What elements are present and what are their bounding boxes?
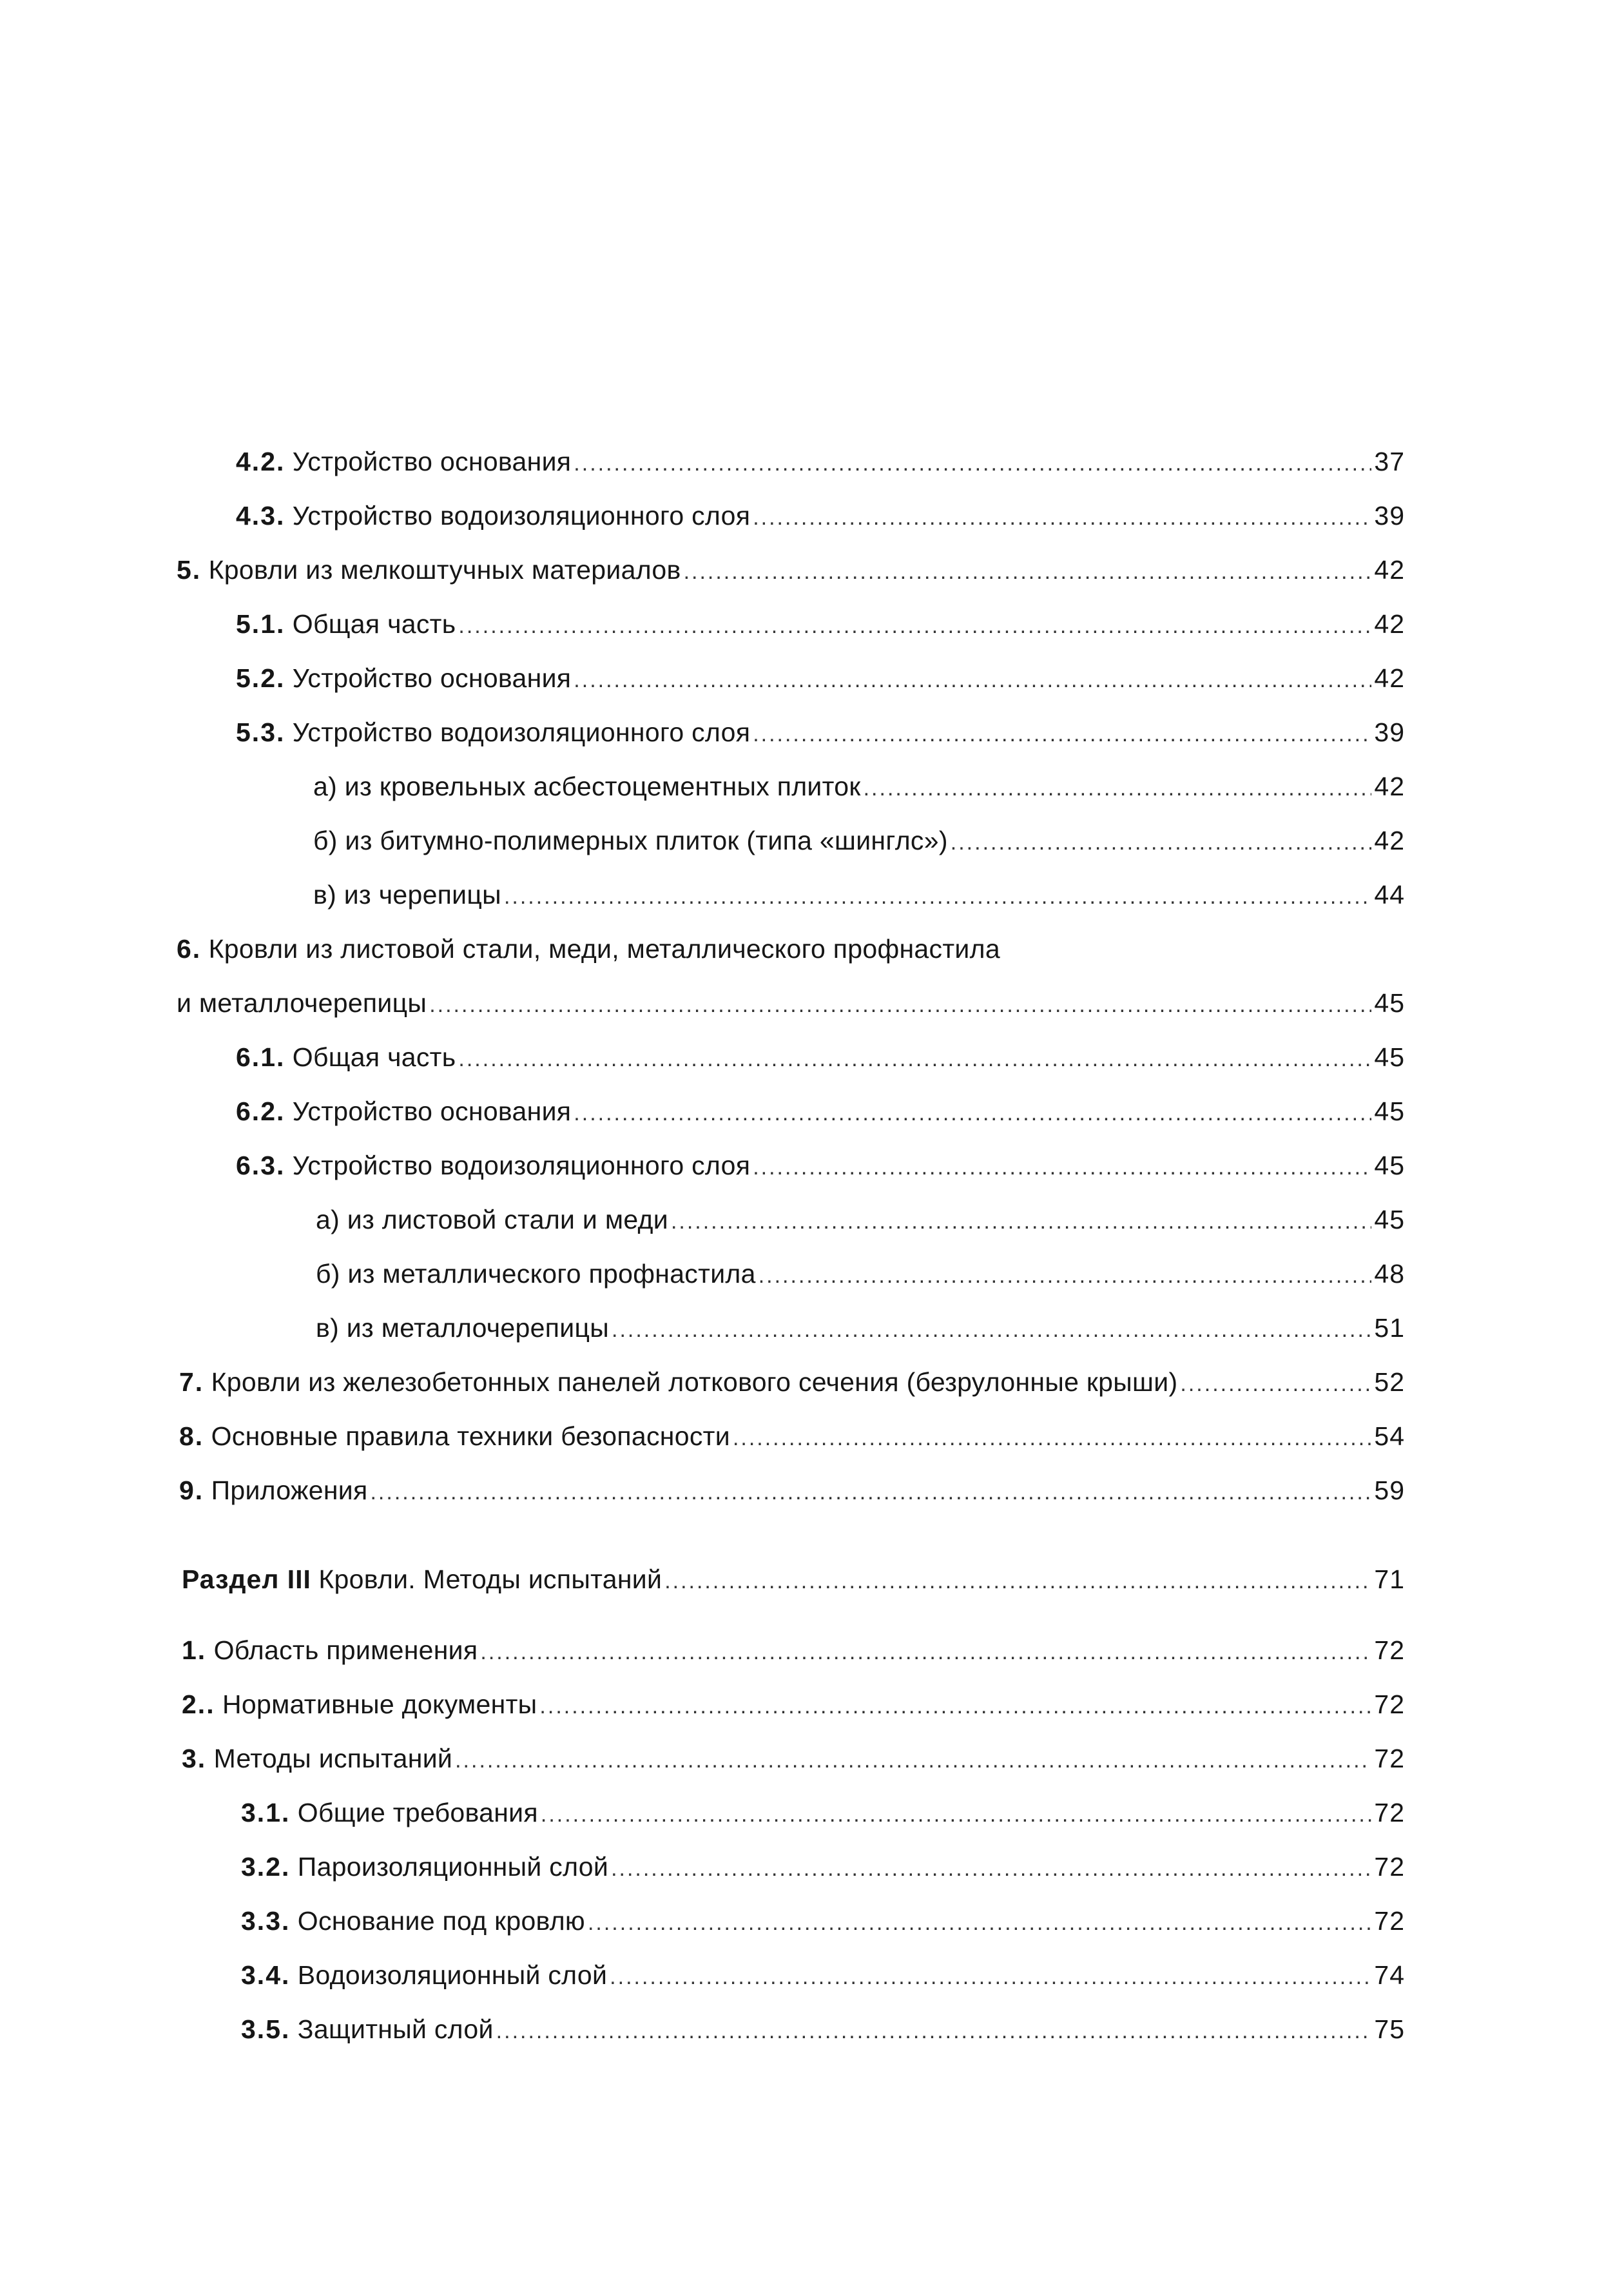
entry-title: б) из металлического профнастила	[316, 1259, 756, 1289]
toc-entry-6-3	[236, 1146, 1405, 1185]
entry-page: 59	[1374, 1475, 1405, 1505]
entry-title: Кровли из листовой стали, меди, металлического профнастила	[208, 934, 1000, 964]
entry-page: 45	[1374, 1096, 1405, 1126]
toc-entry-5-3-b	[313, 821, 1405, 860]
toc-entry-6-3-b	[316, 1254, 1405, 1293]
entry-page: 72	[1374, 1635, 1405, 1665]
dot-leader	[753, 715, 1371, 754]
entry-title: Общая часть	[292, 1042, 456, 1072]
entry-number: 7.	[179, 1367, 204, 1397]
entry-title: Устройство водоизоляционного слоя	[292, 1151, 751, 1180]
toc-entry-s3-2	[182, 1685, 1405, 1724]
entry-number: 3.1.	[241, 1798, 291, 1827]
toc-entry-5-3	[236, 713, 1405, 752]
entry-page: 42	[1374, 772, 1405, 801]
entry-page: 72	[1374, 1689, 1405, 1719]
entry-page: 75	[1374, 2014, 1405, 2044]
entry-number: 3.3.	[241, 1906, 291, 1936]
entry-number: 4.3.	[236, 501, 285, 531]
entry-title: Область применения	[213, 1635, 478, 1665]
entry-page: 52	[1374, 1367, 1405, 1397]
dot-leader	[864, 769, 1372, 808]
dot-leader	[458, 1040, 1371, 1078]
entry-title: Общая часть	[292, 609, 456, 639]
entry-number: 6.3.	[236, 1151, 285, 1180]
toc-entry-7	[179, 1363, 1405, 1401]
entry-page: 42	[1374, 826, 1405, 855]
toc-section-3	[182, 1560, 1405, 1599]
entry-number: 6.	[177, 934, 202, 964]
dot-leader	[504, 877, 1371, 916]
toc-entry-9	[179, 1471, 1405, 1510]
entry-title: а) из кровельных асбестоцементных плиток	[313, 772, 861, 801]
entry-page: 71	[1374, 1564, 1405, 1594]
entry-page: 39	[1374, 717, 1405, 747]
dot-leader	[458, 607, 1371, 645]
toc-entry-6-3-a	[316, 1200, 1405, 1239]
entry-title: б) из битумно-полимерных плиток (типа «шинглс»)	[313, 826, 948, 855]
entry-page: 44	[1374, 880, 1405, 910]
entry-page: 51	[1374, 1313, 1405, 1343]
entry-title: Устройство основания	[292, 663, 572, 693]
entry-number: 5.1.	[236, 609, 285, 639]
entry-title: Кровли из мелкоштучных материалов	[208, 555, 681, 585]
toc-entry-5-3-a	[313, 767, 1405, 806]
entry-title: Устройство водоизоляционного слоя	[292, 501, 751, 531]
dot-leader	[664, 1562, 1371, 1601]
entry-title: Устройство водоизоляционного слоя	[292, 717, 751, 747]
toc-entry-s3-3-5	[241, 2010, 1405, 2049]
entry-page: 72	[1374, 1798, 1405, 1827]
dot-leader	[951, 823, 1372, 862]
dot-leader	[733, 1419, 1371, 1457]
dot-leader	[684, 552, 1372, 591]
entry-title: а) из листовой стали и меди	[316, 1205, 668, 1234]
dot-leader	[541, 1795, 1372, 1834]
entry-page: 42	[1374, 555, 1405, 585]
dot-leader	[496, 2012, 1372, 2050]
entry-number: 9.	[179, 1475, 204, 1505]
toc-entry-s3-1	[182, 1631, 1405, 1670]
toc-entry-6-1	[236, 1038, 1405, 1076]
dot-leader	[753, 498, 1371, 537]
entry-number: 3.2.	[241, 1852, 291, 1882]
dot-leader	[539, 1687, 1371, 1726]
entry-page: 42	[1374, 609, 1405, 639]
entry-number: 2..	[182, 1689, 215, 1719]
entry-title: Нормативные документы	[222, 1689, 537, 1719]
toc-entry-s3-3-2	[241, 1847, 1405, 1886]
entry-number: 8.	[179, 1421, 204, 1451]
entry-title: Защитный слой	[297, 2014, 494, 2044]
toc-entry-4-2	[236, 442, 1405, 481]
toc-entry-s3-3-3	[241, 1902, 1405, 1940]
dot-leader	[612, 1310, 1371, 1349]
toc-entry-6	[177, 930, 1000, 968]
entry-page: 72	[1374, 1852, 1405, 1882]
entry-number: 6.1.	[236, 1042, 285, 1072]
entry-title: Устройство основания	[292, 447, 572, 476]
entry-title: в) из металлочерепицы	[316, 1313, 609, 1343]
entry-number: 1.	[182, 1635, 207, 1665]
toc-entry-5	[177, 550, 1405, 589]
entry-page: 54	[1374, 1421, 1405, 1451]
dot-leader	[671, 1202, 1371, 1241]
entry-title: Общие требования	[297, 1798, 538, 1827]
entry-page: 72	[1374, 1744, 1405, 1773]
entry-number: 5.	[177, 555, 202, 585]
toc-entry-6-2	[236, 1092, 1405, 1131]
entry-number: 3.	[182, 1744, 207, 1773]
dot-leader	[753, 1148, 1371, 1187]
entry-number: 3.4.	[241, 1960, 291, 1990]
entry-number: 3.5.	[241, 2014, 291, 2044]
dot-leader	[574, 1094, 1371, 1133]
dot-leader	[574, 444, 1371, 483]
dot-leader	[429, 986, 1371, 1024]
dot-leader	[611, 1849, 1371, 1888]
entry-title: Водоизоляционный слой	[297, 1960, 608, 1990]
entry-page: 72	[1374, 1906, 1405, 1936]
entry-page: 45	[1374, 1042, 1405, 1072]
toc-entry-4-3	[236, 496, 1405, 535]
entry-title: Методы испытаний	[213, 1744, 453, 1773]
entry-number: 5.2.	[236, 663, 285, 693]
dot-leader	[455, 1741, 1371, 1780]
toc-entry-s3-3-4	[241, 1956, 1405, 1994]
dot-leader	[610, 1958, 1371, 1996]
entry-title: Основные правила техники безопасности	[211, 1421, 730, 1451]
entry-title: Пароизоляционный слой	[297, 1852, 609, 1882]
dot-leader	[480, 1633, 1371, 1671]
entry-page: 48	[1374, 1259, 1405, 1289]
entry-title: в) из черепицы	[313, 880, 501, 910]
entry-page: 39	[1374, 501, 1405, 531]
entry-page: 42	[1374, 663, 1405, 693]
entry-title: Кровли из железобетонных панелей лоткового сечения (безрулонные крыши)	[211, 1367, 1178, 1397]
entry-title: и металлочерепицы	[177, 988, 427, 1018]
entry-number: 4.2.	[236, 447, 285, 476]
toc-entry-5-3-c	[313, 875, 1405, 914]
toc-entry-5-2	[236, 659, 1405, 697]
section-title: Кровли. Методы испытаний	[318, 1564, 662, 1594]
entry-page: 45	[1374, 988, 1405, 1018]
entry-page: 74	[1374, 1960, 1405, 1990]
entry-page: 45	[1374, 1151, 1405, 1180]
dot-leader	[574, 661, 1371, 699]
toc-entry-5-1	[236, 605, 1405, 643]
dot-leader	[759, 1256, 1372, 1295]
dot-leader	[1180, 1365, 1371, 1403]
toc-entry-s3-3	[182, 1739, 1405, 1778]
dot-leader	[588, 1903, 1371, 1942]
entry-page: 37	[1374, 447, 1405, 476]
entry-number: 5.3.	[236, 717, 285, 747]
entry-title: Устройство основания	[292, 1096, 572, 1126]
dot-leader	[370, 1473, 1371, 1512]
toc-entry-6-3-c	[316, 1309, 1405, 1347]
entry-title: Приложения	[211, 1475, 368, 1505]
toc-entry-8	[179, 1417, 1405, 1455]
toc-entry-s3-3-1	[241, 1793, 1405, 1832]
entry-title: Основание под кровлю	[297, 1906, 585, 1936]
section-number: Раздел III	[182, 1564, 311, 1594]
entry-number: 6.2.	[236, 1096, 285, 1126]
toc-entry-6-cont	[177, 984, 1405, 1022]
entry-page: 45	[1374, 1205, 1405, 1234]
